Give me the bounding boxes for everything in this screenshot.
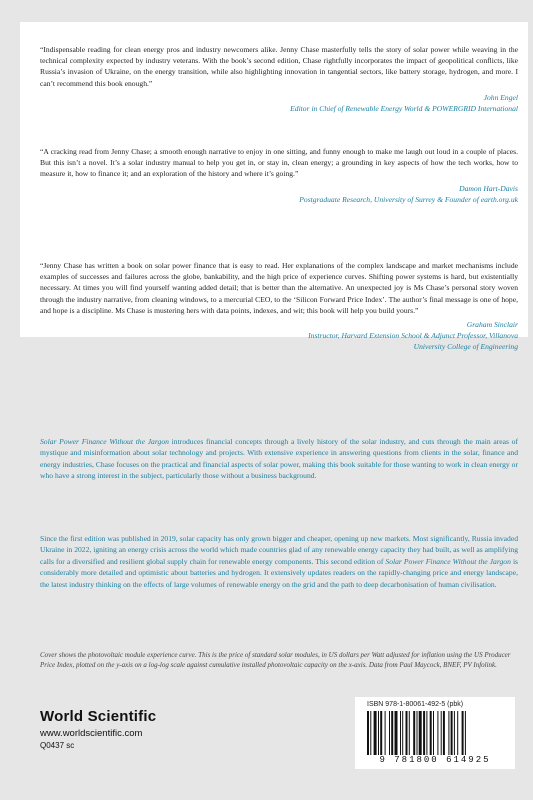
isbn-label: ISBN 978-1-80061-492-5 (pbk) bbox=[367, 701, 464, 708]
blurb-text: Since the first edition was published in 2019, solar capacity has only grown bigger and cheaper, opening up new markets. Most significantly, Russia invaded Ukraine in 2022, igniting an energy crisis across the world which made countries glad of any renewable energy capacity they had built, as well as amplifying calls for a diversified and resilient global supply chain for renewable energy components. This second edition of bbox=[40, 534, 518, 566]
cover-caption: Cover shows the photovoltaic module experience curve. This is the price of standard solar modules, in US dollars per Watt adjusted for inflation using the US Producer Price Index, plotted on the y-axis on a log-log scale against cumulative installed photovoltaic capacity on the x-axis. Data from Paul Maycock, BNEF, PV Infolink. bbox=[40, 651, 511, 669]
barcode-digits: 9 781800 614925 bbox=[379, 755, 491, 765]
endorsement-1 bbox=[40, 44, 518, 114]
endorsement-attribution bbox=[40, 92, 518, 114]
endorser-role: Editor in Chief of Renewable Energy World & POWERGRID International bbox=[290, 103, 518, 113]
book-title: Solar Power Finance Without the Jargon bbox=[40, 437, 169, 446]
publisher-name: World Scientific bbox=[40, 708, 157, 725]
book-title: Solar Power Finance Without the Jargon bbox=[385, 556, 511, 566]
blurb-text: introduces financial concepts through a lively history of the solar industry, and cuts through the main areas of mystique and misinformation about solar technology and projects. With extensive experience in answering questions from clients in the solar, finance and energy industries, Chase focuses on the practical and financial aspects of solar power, making this book suitable for those wanting to work in clean energy or who have a strong interest in the subject, particularly those without a business background. bbox=[40, 437, 518, 481]
publisher-block bbox=[40, 708, 156, 750]
endorsement-text: “Indispensable reading for clean energy pros and industry newcomers alike. Jenny Chase masterfully tells the story of solar power while weaving in the technical complexity expected by industry veterans. With the book’s second edition, Chase rightfully incorporates the impact of geopolitical conflicts, like Russia’s invasion of Ukraine, on the energy transition, while also highlighting innovation in tangential sectors, like battery storage, hydrogen, and more. I can’t recommend this book enough.” bbox=[40, 45, 518, 88]
endorsement-attribution bbox=[40, 319, 518, 352]
endorser-name: John Engel bbox=[483, 92, 518, 102]
publisher-website: www.worldscientific.com bbox=[40, 728, 143, 739]
endorsement-text: “Jenny Chase has written a book on solar power finance that is easy to read. Her explanations of the complex landscape and market mechanisms include examples of successes and failures across the globe, bankability, and the high price of experience curves. Shifting power systems is hard, but existentially necessary. At times you will find yourself wanting added detail; that is better than the alternative. An unexpected joy is Ms Chase’s personal story woven through the industry narrative, from cleaning windows, to a mercurial CEO, to the ‘Silicon Forward Price Index’. The author’s final message is one of hope, and hope is a discipline. Ms Chase is mustering hers with data points, indexes, and wit; this book will help you build yours.” bbox=[40, 261, 518, 315]
endorser-name: Graham Sinclair bbox=[466, 320, 518, 330]
blurb-paragraph-1 bbox=[40, 436, 518, 482]
barcode-icon bbox=[365, 711, 505, 755]
endorsement-text: “A cracking read from Jenny Chase; a smooth enough narrative to enjoy in one sitting, and funny enough to make me laugh out loud in a couple of places. But this isn’t a novel. It’s a solar industry manual to help you get in, or stay in, clean energy; a grounding in key aspects of how the tech works, how to measure it, how to finance it; and an exploration of the history and where it’s going.” bbox=[40, 147, 518, 179]
endorsement-attribution bbox=[40, 183, 518, 205]
endorsement-2 bbox=[40, 146, 518, 205]
blurb-paragraph-2 bbox=[40, 533, 518, 590]
endorser-role: Postgraduate Research, University of Surrey & Founder of earth.org.uk bbox=[299, 194, 518, 204]
endorsement-3 bbox=[40, 260, 518, 352]
endorser-name: Damon Hart-Davis bbox=[459, 183, 518, 193]
endorser-role-line-2: University College of Engineering bbox=[413, 342, 518, 352]
endorsements-panel bbox=[20, 22, 528, 352]
barcode-panel bbox=[355, 697, 515, 769]
blurb-text: is considerably more detailed and optimistic about batteries and hydrogen. It extensively updates readers on the rapidly-changing price and energy landscape, the latest industry thinking on the effects of large volumes of renewable energy on the grid and the path to deep decarbonisation of human civilisation. bbox=[40, 556, 519, 589]
product-code: Q0437 sc bbox=[40, 741, 75, 750]
endorser-role: Instructor, Harvard Extension School & Adjunct Professor, Villanova bbox=[308, 331, 518, 341]
